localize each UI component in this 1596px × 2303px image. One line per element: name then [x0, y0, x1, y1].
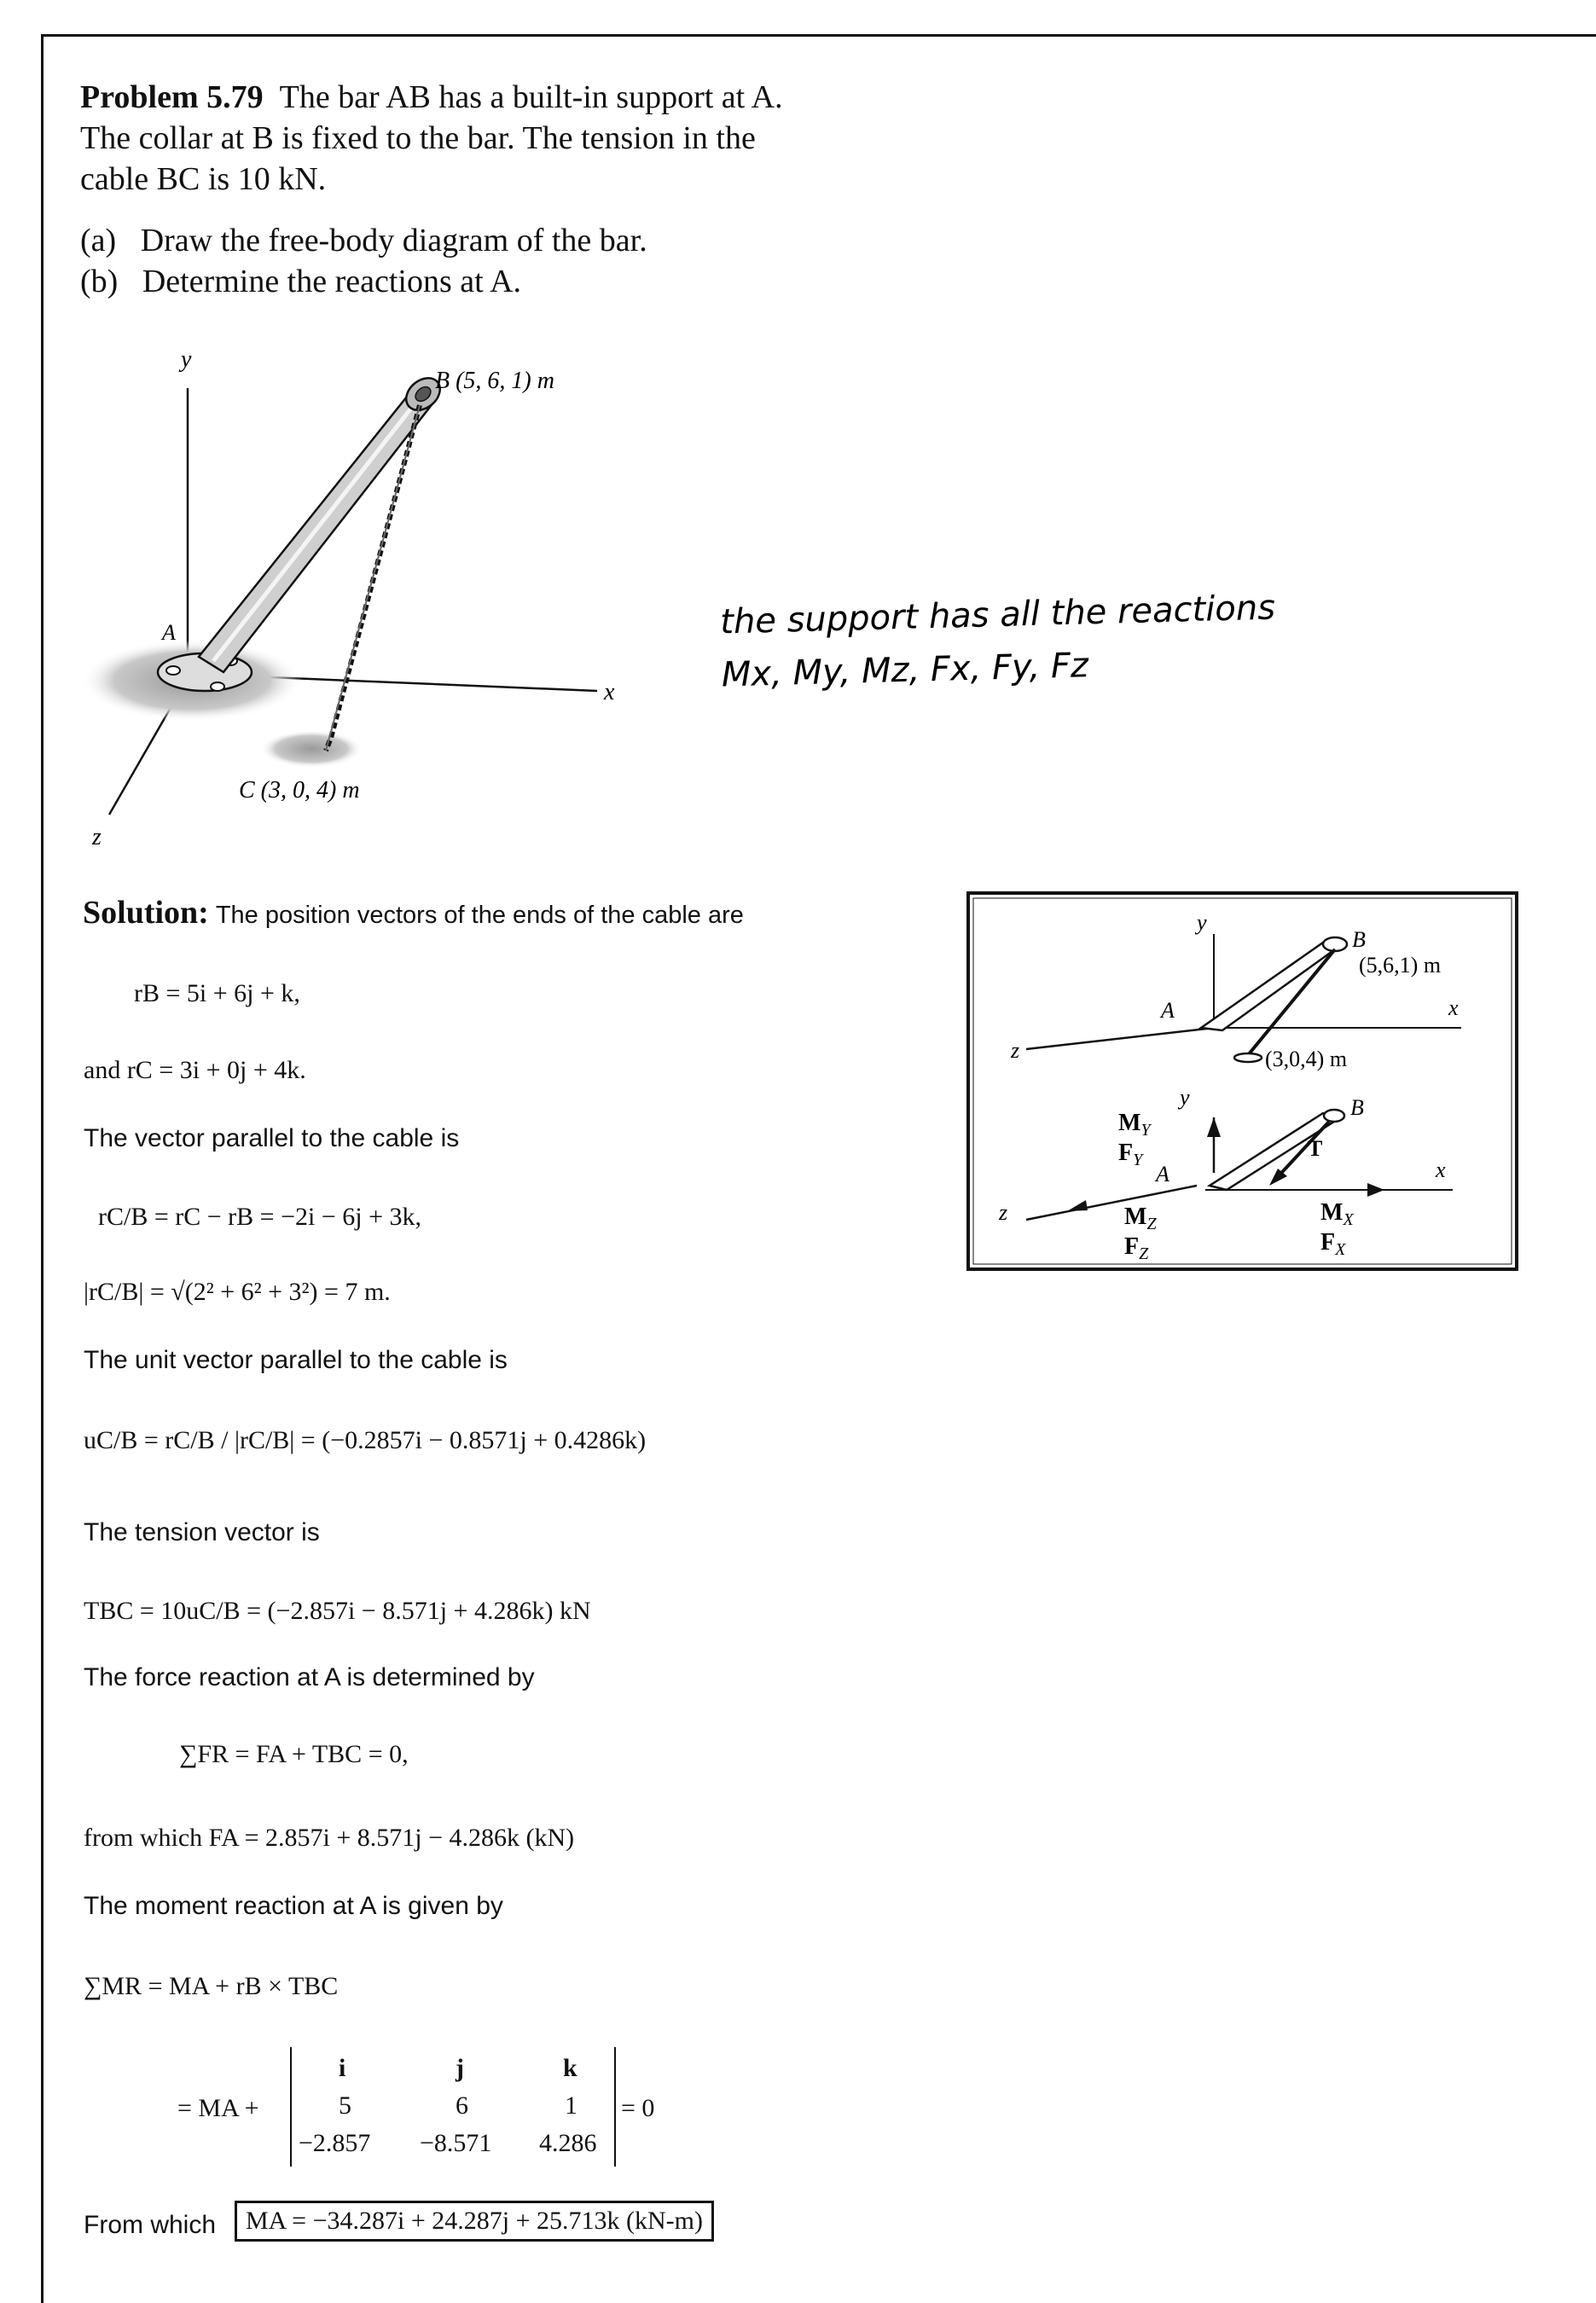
fbd-MZ-label [1124, 1204, 1157, 1233]
det-suffix: = 0 [621, 2094, 655, 2122]
equation-tension: TBC = 10uC/B = (−2.857i − 8.571j + 4.286k) kN [84, 1597, 591, 1625]
fbd-FX-label [1320, 1229, 1346, 1259]
fbd-MY-main: M [1118, 1110, 1141, 1136]
point-C-label: C (3, 0, 4) m [239, 777, 360, 803]
fbd-bottom-z-arrow [1067, 1200, 1088, 1211]
point-A-label: A [162, 620, 176, 645]
equation-rB: rB = 5i + 6j + k, [134, 979, 300, 1007]
equation-unit-vector: uC/B = rC/B / |rC/B| = (−0.2857i − 0.8571j + 0.4286k) [84, 1426, 647, 1454]
fbd-figure [966, 891, 1518, 1271]
problem-number: Problem 5.79 [80, 79, 264, 115]
fbd-top-bar [1201, 943, 1335, 1030]
solution-intro: The position vectors of the ends of the cable are [215, 902, 744, 929]
fbd-C-coords: (3,0,4) m [1265, 1047, 1348, 1071]
text-tension: The tension vector is [84, 1518, 320, 1546]
part-b-text: Determine the reactions at A. [142, 264, 522, 299]
det-cell: −8.571 [420, 2129, 492, 2157]
fbd-FY-main: F [1118, 1140, 1134, 1166]
fbd-top-collar [1323, 937, 1347, 951]
fbd-FX-main: F [1320, 1229, 1336, 1256]
fbd-FZ-main: F [1124, 1233, 1140, 1260]
fbd-FZ-label [1124, 1233, 1149, 1263]
problem-parts [80, 220, 647, 302]
part-a-text: Draw the free-body diagram of the bar. [140, 223, 647, 258]
text-moment-reaction: The moment reaction at A is given by [84, 1892, 503, 1920]
statement-line-3: cable BC is 10 kN. [80, 161, 327, 197]
equation-sum-forces: ∑FR = FA + TBC = 0, [179, 1740, 409, 1768]
equation-rC: and rC = 3i + 0j + 4k. [84, 1056, 306, 1084]
fbd-top-z-axis [1026, 1028, 1214, 1049]
determinant [290, 2047, 616, 2167]
fbd-top-anchor [1234, 1053, 1262, 1062]
fbd-MX-sub: X [1343, 1210, 1354, 1229]
det-cell: i [339, 2054, 346, 2082]
page-border-left [41, 34, 44, 2303]
part-a-label: (a) [80, 223, 117, 258]
fbd-top-A-label: A [1161, 998, 1175, 1023]
text-parallel: The vector parallel to the cable is [84, 1124, 460, 1152]
handwritten-line-1: the support has all the reactions [719, 588, 1276, 642]
support-bolt [166, 666, 180, 675]
fbd-bottom-B-label: B [1350, 1095, 1364, 1120]
fbd-FY-label [1118, 1140, 1144, 1169]
fbd-bottom-A-label: A [1156, 1162, 1169, 1186]
fbd-bottom-x-label: x [1436, 1157, 1446, 1182]
fbd-bottom-x-arrow [1367, 1183, 1384, 1197]
text-unit-vector: The unit vector parallel to the cable is [84, 1346, 508, 1374]
statement-line-1: The bar AB has a built-in support at A. [279, 79, 783, 115]
fbd-MX-label [1320, 1199, 1354, 1229]
fbd-top-B-label: B [1352, 927, 1366, 952]
answer-box: MA = −34.287i + 24.287j + 25.713k (kN-m) [235, 2201, 714, 2242]
fbd-frame [968, 893, 1517, 1269]
ground-shadow-C [260, 730, 363, 768]
bar-highlight [213, 394, 422, 661]
fbd-T-label: T [1308, 1136, 1323, 1161]
axis-y-label: y [181, 346, 192, 373]
fbd-B-coords: (5,6,1) m [1359, 953, 1442, 977]
fbd-bottom-collar [1324, 1110, 1344, 1122]
support-bolt [211, 682, 224, 691]
axis-z-label: z [92, 824, 102, 850]
fbd-MZ-sub: Z [1146, 1215, 1157, 1233]
fbd-MY-label [1118, 1110, 1152, 1140]
det-cell: 1 [565, 2091, 577, 2120]
equation-sum-moments: ∑MR = MA + rB × TBC [84, 1972, 339, 2000]
det-cell: 5 [339, 2091, 351, 2120]
from-which-label: From which [84, 2211, 217, 2239]
handwritten-note [719, 582, 1277, 702]
fbd-MZ-main: M [1124, 1204, 1147, 1230]
equation-magnitude: |rC/B| = √(2² + 6² + 3²) = 7 m. [84, 1278, 391, 1306]
fbd-bottom-z-axis [1026, 1186, 1197, 1220]
det-cell: −2.857 [299, 2129, 371, 2157]
fbd-top-z-label: z [1011, 1038, 1020, 1063]
fbd-bottom-y-label: y [1180, 1085, 1190, 1110]
point-B-label: B (5, 6, 1) m [435, 368, 554, 394]
fbd-top-y-label: y [1197, 910, 1207, 935]
solution-heading-line [83, 894, 744, 931]
equation-rCB: rC/B = rC − rB = −2i − 6j + 3k, [98, 1203, 422, 1231]
part-b-label: (b) [80, 264, 119, 299]
fbd-bottom-z-label: z [999, 1200, 1008, 1225]
det-cell: 4.286 [539, 2129, 597, 2157]
page-border-top [41, 34, 1596, 37]
fbd-bottom-y-arrow [1207, 1117, 1221, 1137]
fbd-FX-sub: X [1335, 1240, 1346, 1259]
problem-figure [68, 341, 682, 853]
det-prefix: = MA + [177, 2094, 259, 2122]
problem-statement [80, 77, 783, 200]
statement-line-2: The collar at B is fixed to the bar. The tension in the [80, 120, 756, 156]
handwritten-line-2: Mx, My, Mz, Fx, Fy, Fz [721, 646, 1089, 695]
fbd-FZ-sub: Z [1139, 1244, 1149, 1263]
text-force-reaction: The force reaction at A is determined by [84, 1663, 535, 1691]
axis-x-label: x [604, 679, 615, 705]
det-cell: k [563, 2054, 577, 2082]
det-cell: 6 [456, 2091, 468, 2120]
fbd-FY-sub: Y [1133, 1151, 1143, 1169]
fbd-MY-sub: Y [1140, 1121, 1151, 1140]
fbd-top-x-label: x [1448, 995, 1459, 1020]
solution-heading: Solution: [83, 895, 209, 931]
fbd-MX-main: M [1320, 1199, 1344, 1226]
equation-FA: from which FA = 2.857i + 8.571j − 4.286k (kN) [84, 1824, 575, 1852]
det-cell: j [456, 2054, 464, 2082]
